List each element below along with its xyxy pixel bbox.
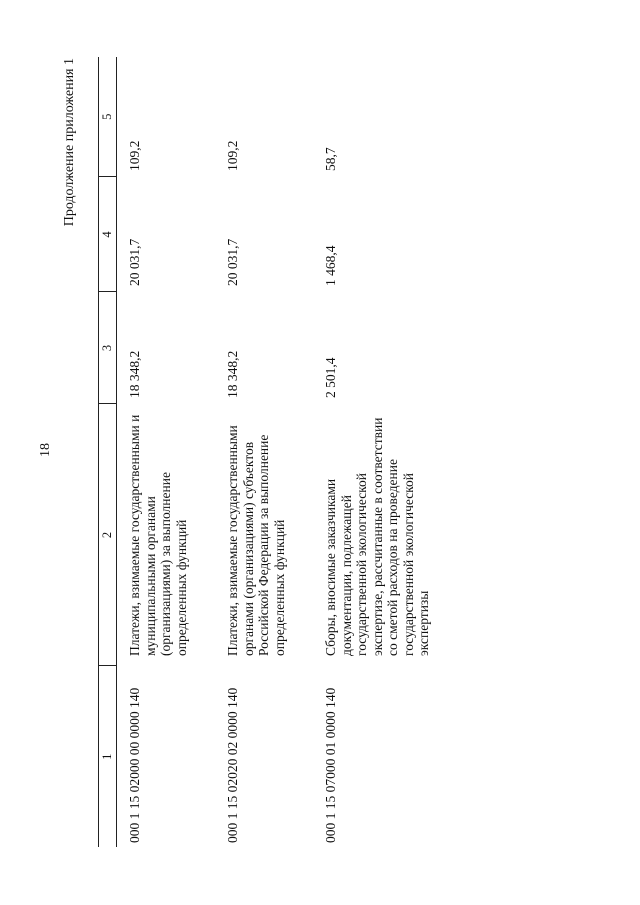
header-row [99, 57, 117, 847]
continuation-note: Продолжение приложения 1 [62, 58, 77, 227]
row-value-3: 18 348,2 [127, 350, 142, 398]
table-row [117, 57, 216, 847]
row-name: Платежи, взимаемые государственными органами (организациями) субъектов Российской Федерации за выполнение определенных функций [225, 425, 287, 656]
row-value-5: 109,2 [225, 140, 240, 171]
row-value-5: 109,2 [127, 140, 142, 171]
row-code: 000 1 15 07000 01 0000 140 [323, 687, 338, 843]
row-code: 000 1 15 02020 02 0000 140 [225, 687, 240, 843]
row-value-3: 18 348,2 [225, 350, 240, 398]
header-cell-5: 5 [99, 57, 117, 177]
row-name: Платежи, взимаемые государственными и муниципальными органами (организациями) за выполнение определенных функций [127, 414, 189, 656]
page-number: 18 [38, 443, 53, 457]
header-cell-1: 1 [99, 666, 117, 847]
table-row [313, 57, 432, 847]
row-value-4: 20 031,7 [127, 238, 142, 286]
row-value-3: 2 501,4 [323, 357, 338, 398]
header-cell-4: 4 [99, 177, 117, 292]
header-cell-2: 2 [99, 404, 117, 666]
table-row [215, 57, 313, 847]
header-cell-3: 3 [99, 292, 117, 404]
row-value-4: 20 031,7 [225, 238, 240, 286]
revenue-table [98, 57, 432, 847]
row-value-4: 1 468,4 [323, 245, 338, 286]
row-value-5: 58,7 [323, 147, 338, 171]
row-code: 000 1 15 02000 00 0000 140 [127, 687, 142, 843]
row-name: Сборы, вносимые заказчиками документации, подлежащей государственной экологической экспертизе, рассчитанные в соответствии со сметой расходов на проведение государственной экологической экспертизы [323, 417, 431, 656]
